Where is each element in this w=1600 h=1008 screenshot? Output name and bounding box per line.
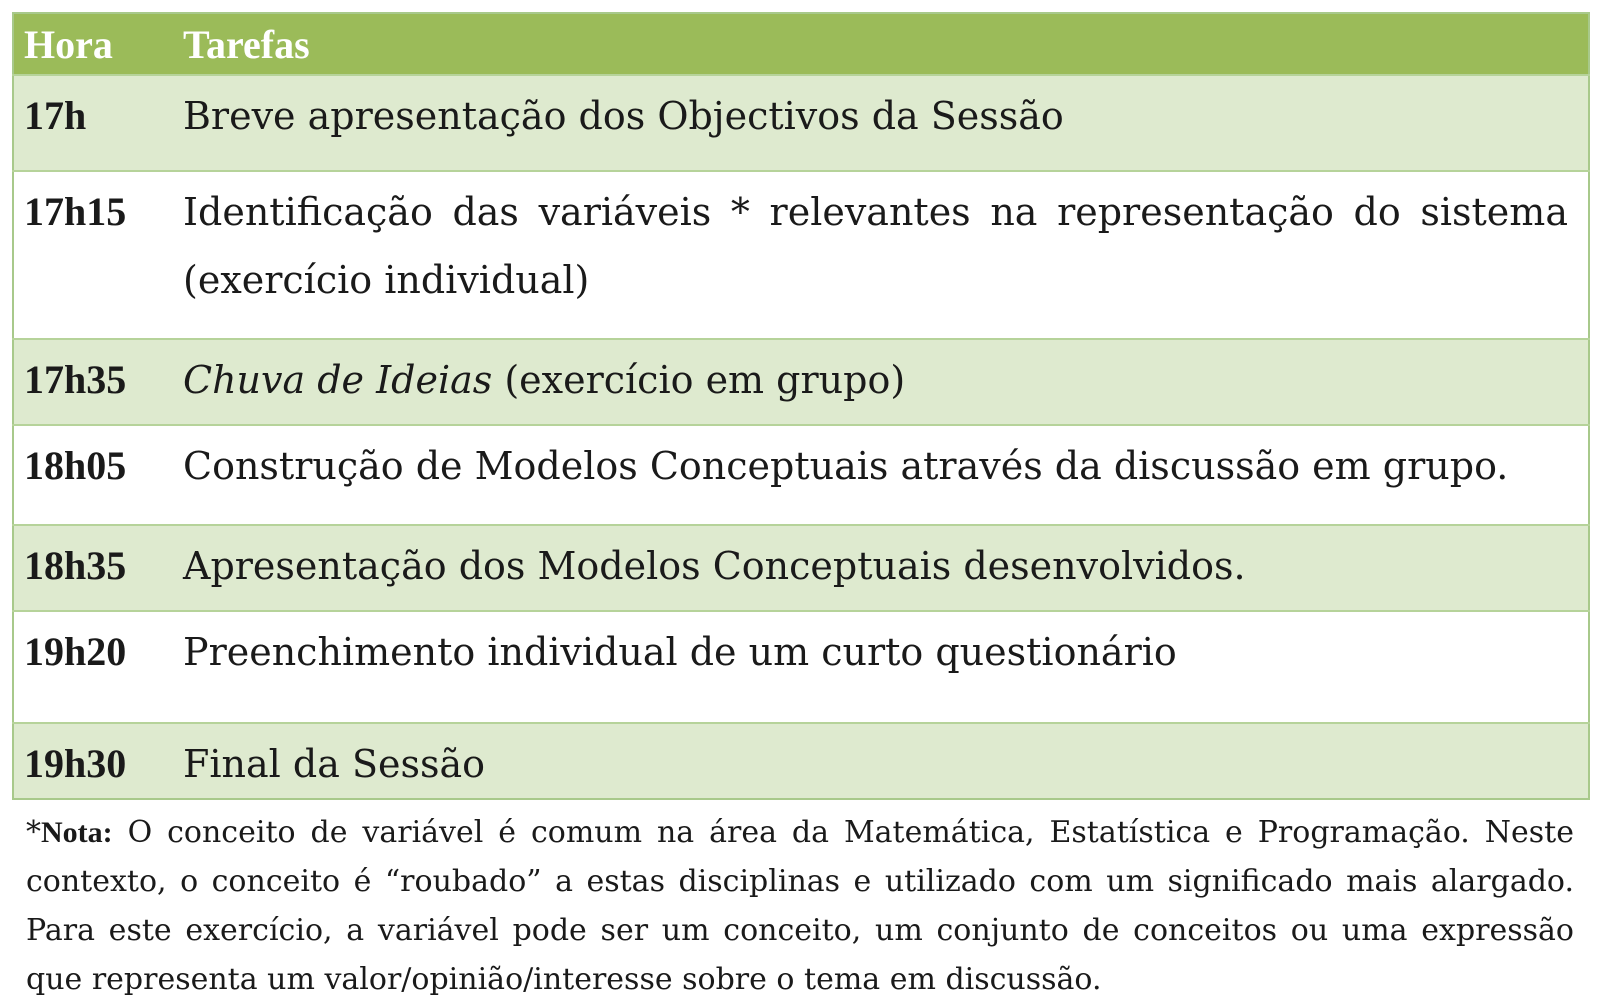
footnote-asterisk: * bbox=[26, 815, 41, 850]
row-time: 18h05 bbox=[24, 443, 127, 488]
row-task-italic: Chuva de Ideias bbox=[183, 358, 493, 402]
footnote bbox=[26, 808, 1574, 1004]
table-row bbox=[13, 611, 1589, 723]
table-row bbox=[13, 525, 1589, 611]
header-row bbox=[13, 13, 1589, 75]
row-task bbox=[163, 339, 1589, 425]
header-tarefas: Tarefas bbox=[183, 21, 310, 67]
row-time: 19h30 bbox=[24, 741, 127, 786]
header-hora: Hora bbox=[24, 21, 113, 67]
row-task-rest: (exercício em grupo) bbox=[492, 358, 906, 402]
row-task: Identificação das variáveis * relevantes na representação do sistema (exercício individual) bbox=[183, 190, 1568, 302]
table-row bbox=[13, 339, 1589, 425]
footnote-label: Nota: bbox=[41, 816, 113, 849]
table-row bbox=[13, 723, 1589, 799]
table-row bbox=[13, 75, 1589, 171]
table-row bbox=[13, 425, 1589, 525]
row-time: 17h35 bbox=[24, 357, 127, 402]
row-time: 17h bbox=[24, 93, 87, 138]
row-task: Preenchimento individual de um curto questionário bbox=[183, 630, 1177, 674]
table-row bbox=[13, 171, 1589, 339]
schedule-table bbox=[12, 12, 1590, 800]
table-body bbox=[13, 75, 1589, 799]
row-task: Apresentação dos Modelos Conceptuais desenvolvidos. bbox=[183, 544, 1246, 588]
row-time: 17h15 bbox=[24, 189, 127, 234]
row-task: Breve apresentação dos Objectivos da Sessão bbox=[183, 94, 1064, 138]
table-header bbox=[13, 13, 1589, 75]
row-time: 18h35 bbox=[24, 543, 127, 588]
row-task: Final da Sessão bbox=[183, 742, 485, 786]
footnote-text: O conceito de variável é comum na área da Matemática, Estatística e Programação. Neste contexto, o conceito é “roubado” a estas disciplinas e utilizado com um significado mais alargado. Para este exercício, a variável pode ser um conceito, um conjunto de conceitos ou uma expressão que representa um valor/opinião/interesse sobre o tema em discussão. bbox=[26, 815, 1574, 997]
row-task: Construção de Modelos Conceptuais através da discussão em grupo. bbox=[183, 444, 1509, 488]
row-time: 19h20 bbox=[24, 629, 127, 674]
